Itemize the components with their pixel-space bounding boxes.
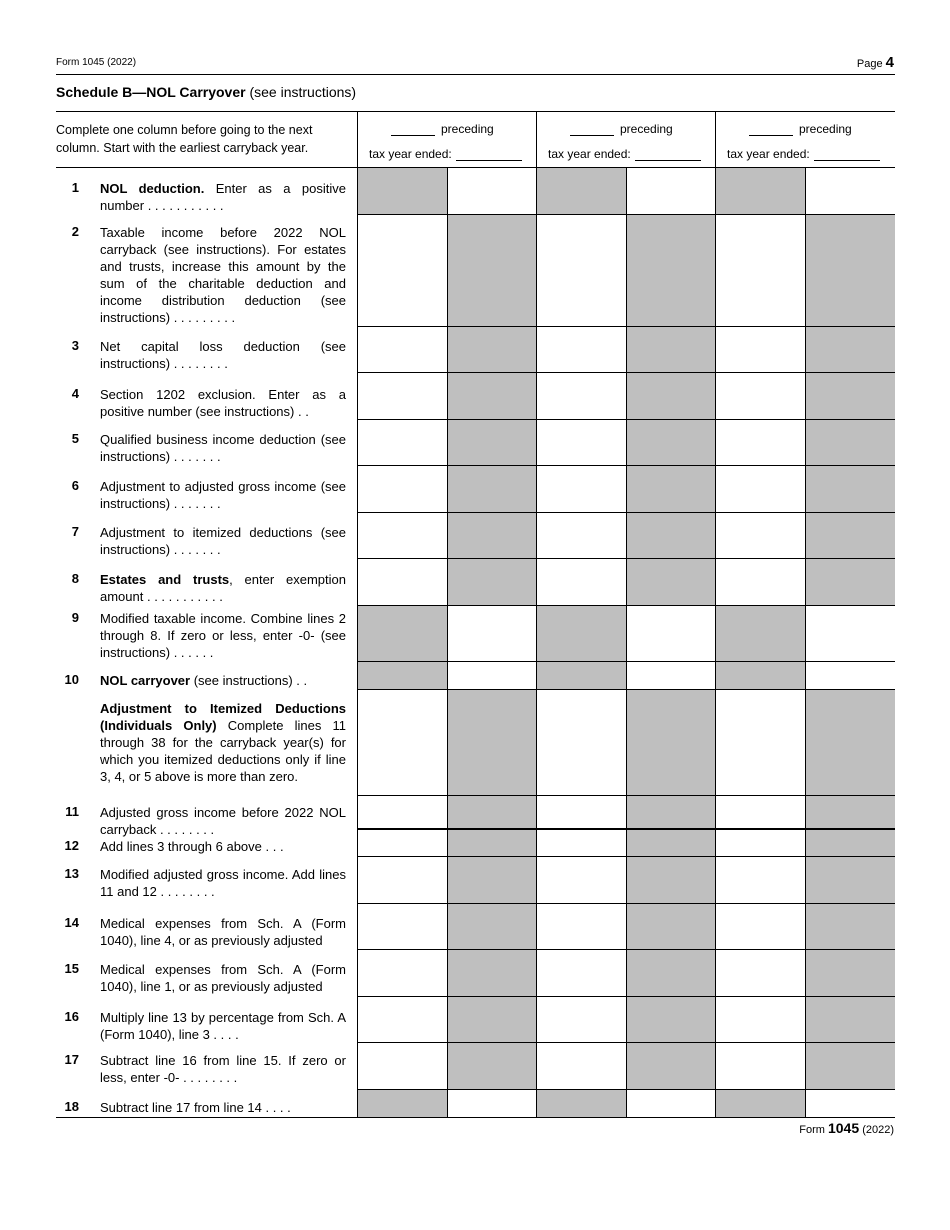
- line-number: 11: [65, 804, 79, 819]
- shaded-cell: [627, 829, 716, 857]
- header-rule: [56, 74, 895, 75]
- entry-cell[interactable]: [806, 168, 895, 215]
- entry-cell[interactable]: [716, 1043, 806, 1090]
- entry-cell[interactable]: [537, 857, 627, 904]
- shaded-cell: [716, 606, 806, 662]
- line-number: 2: [71, 224, 79, 239]
- line-description-text: Multiply line 13 by percentage from Sch. A (Form 1040), line 3 . . . .: [100, 1010, 346, 1042]
- line-description-bold: NOL deduction.: [100, 181, 205, 196]
- entry-cell[interactable]: [716, 327, 806, 373]
- line-description-text: Adjusted gross income before 2022 NOL carryback . . . . . . . .: [100, 805, 346, 837]
- entry-cell[interactable]: [716, 997, 806, 1043]
- entry-cell[interactable]: [358, 420, 448, 466]
- line-number: 8: [71, 571, 79, 586]
- footer-form-number: 1045: [827, 1120, 860, 1136]
- line-description: [100, 431, 346, 465]
- entry-cell[interactable]: [627, 606, 716, 662]
- preceding-label: preceding: [620, 122, 673, 136]
- shaded-cell: [537, 662, 627, 690]
- line-number: 12: [64, 838, 79, 853]
- shaded-cell: [448, 1043, 537, 1090]
- shaded-cell: [716, 168, 806, 215]
- entry-cell[interactable]: [716, 829, 806, 857]
- entry-cell[interactable]: [806, 606, 895, 662]
- shaded-cell: [627, 466, 716, 513]
- shaded-cell: [627, 420, 716, 466]
- shaded-cell: [448, 796, 537, 829]
- entry-cell[interactable]: [716, 466, 806, 513]
- line-description: [100, 610, 346, 661]
- shaded-cell: [627, 513, 716, 559]
- shaded-cell: [627, 857, 716, 904]
- page-label: Page: [856, 58, 883, 70]
- entry-cell[interactable]: [716, 950, 806, 997]
- shaded-cell: [806, 796, 895, 829]
- tax-year-ended-field-3[interactable]: [814, 160, 880, 161]
- preceding-label: preceding: [799, 122, 852, 136]
- entry-cell[interactable]: [358, 829, 448, 857]
- form-reference: Form 1045 (2022): [56, 57, 137, 68]
- shaded-cell: [806, 327, 895, 373]
- column-separator: [715, 112, 716, 1118]
- entry-cell[interactable]: [716, 690, 806, 796]
- column-separator: [626, 168, 627, 1118]
- entry-cell[interactable]: [716, 215, 806, 327]
- line-description-text: Add lines 3 through 6 above . . .: [100, 839, 284, 854]
- line-description: [100, 224, 346, 326]
- line-number: 16: [64, 1009, 79, 1024]
- shaded-cell: [627, 215, 716, 327]
- line-description: [100, 524, 346, 558]
- line-description-text: (see instructions) . .: [190, 673, 308, 688]
- shaded-cell: [448, 513, 537, 559]
- line-description-text: Net capital loss deduction (see instructions) . . . . . . . .: [100, 339, 346, 371]
- line-number: 17: [64, 1052, 79, 1067]
- line-description-text: Taxable income before 2022 NOL carryback (see instructions). For estates and trusts, increase this amount by the sum of the charitable deduction and income distribution deduction (see instructions) . . . . . . . . .: [100, 225, 346, 325]
- entry-cell[interactable]: [358, 1043, 448, 1090]
- shaded-cell: [627, 559, 716, 606]
- entry-cell[interactable]: [358, 690, 448, 796]
- entry-cell[interactable]: [537, 559, 627, 606]
- entry-cell[interactable]: [537, 373, 627, 420]
- schedule-title-bold: Schedule B—NOL Carryover: [56, 84, 246, 100]
- line-number: 10: [64, 672, 79, 687]
- line-number: 4: [71, 386, 79, 401]
- shaded-cell: [448, 559, 537, 606]
- entry-cell[interactable]: [537, 466, 627, 513]
- line-number: 14: [64, 915, 79, 930]
- shaded-cell: [448, 373, 537, 420]
- tax-year-ended-field-1[interactable]: [456, 160, 522, 161]
- shaded-cell: [358, 606, 448, 662]
- tax-year-ended-label: tax year ended:: [548, 147, 631, 161]
- entry-cell[interactable]: [537, 215, 627, 327]
- page-number-value: 4: [885, 54, 894, 71]
- entry-cell[interactable]: [358, 904, 448, 950]
- shaded-cell: [806, 1043, 895, 1090]
- entry-cell[interactable]: [716, 373, 806, 420]
- entry-cell[interactable]: [537, 513, 627, 559]
- entry-cell[interactable]: [358, 466, 448, 513]
- line-description: [100, 478, 346, 512]
- entry-cell[interactable]: [358, 327, 448, 373]
- line-description-bold: Estates and trusts: [100, 572, 230, 587]
- line-description: [100, 571, 346, 605]
- shaded-cell: [358, 662, 448, 690]
- schedule-intro: Complete one column before going to the next column. Start with the earliest carryback year.: [56, 123, 313, 155]
- line-description: [100, 1009, 346, 1043]
- shaded-cell: [627, 690, 716, 796]
- tax-year-ended-field-2[interactable]: [635, 160, 701, 161]
- entry-cell[interactable]: [537, 997, 627, 1043]
- entry-cell[interactable]: [537, 420, 627, 466]
- line-description: [100, 866, 346, 900]
- entry-cell[interactable]: [358, 796, 448, 829]
- entry-cell[interactable]: [716, 559, 806, 606]
- line-description: [100, 1052, 346, 1086]
- shaded-cell: [716, 1090, 806, 1117]
- entry-cell[interactable]: [627, 662, 716, 690]
- schedule-title-rest: (see instructions): [249, 84, 357, 100]
- line-number: 18: [64, 1099, 79, 1114]
- line-description: [100, 1099, 346, 1116]
- entry-cell[interactable]: [358, 857, 448, 904]
- entry-cell[interactable]: [806, 662, 895, 690]
- entry-cell[interactable]: [358, 373, 448, 420]
- line-description-text: Enter as a positive number . . . . . . . . . . .: [100, 181, 346, 213]
- shaded-cell: [627, 904, 716, 950]
- footer-year: (2022): [862, 1124, 894, 1136]
- line-description: [100, 386, 346, 420]
- entry-cell[interactable]: [537, 904, 627, 950]
- shaded-cell: [627, 373, 716, 420]
- shaded-cell: [627, 1043, 716, 1090]
- line-number: 3: [71, 338, 79, 353]
- shaded-cell: [448, 829, 537, 857]
- entry-cell[interactable]: [537, 950, 627, 997]
- year-count-field-3[interactable]: [749, 135, 793, 136]
- shaded-cell: [448, 997, 537, 1043]
- shaded-cell: [806, 373, 895, 420]
- shaded-cell: [806, 466, 895, 513]
- entry-cell[interactable]: [716, 904, 806, 950]
- year-count-field-2[interactable]: [570, 135, 614, 136]
- line-number: 9: [71, 610, 79, 625]
- entry-cell[interactable]: [537, 690, 627, 796]
- entry-cell[interactable]: [627, 168, 716, 215]
- line-description: [100, 915, 346, 949]
- shaded-cell: [806, 904, 895, 950]
- entry-cell[interactable]: [716, 796, 806, 829]
- shaded-cell: [806, 215, 895, 327]
- column-separator: [447, 168, 448, 1118]
- page-number: [857, 54, 894, 71]
- shaded-cell: [448, 215, 537, 327]
- shaded-cell: [806, 829, 895, 857]
- shaded-cell: [358, 168, 448, 215]
- shaded-cell: [448, 690, 537, 796]
- line-description-text: Medical expenses from Sch. A (Form 1040), line 4, or as previously adjusted: [100, 916, 346, 948]
- line-number: 13: [64, 866, 79, 881]
- entry-cell[interactable]: [537, 796, 627, 829]
- shaded-cell: [627, 950, 716, 997]
- entry-cell[interactable]: [716, 420, 806, 466]
- shaded-cell: [806, 857, 895, 904]
- entry-cell[interactable]: [627, 1090, 716, 1117]
- line-description-text: , enter exemption amount . . . . . . . . . . .: [100, 572, 346, 604]
- line-description-text: Adjustment to itemized deductions (see instructions) . . . . . . .: [100, 525, 346, 557]
- shaded-cell: [448, 857, 537, 904]
- line-description: [100, 838, 346, 855]
- entry-cell[interactable]: [537, 327, 627, 373]
- shaded-cell: [627, 327, 716, 373]
- column-separator: [805, 168, 806, 1118]
- entry-cell[interactable]: [448, 606, 537, 662]
- line-description: [100, 961, 346, 995]
- line-number: 15: [64, 961, 79, 976]
- column-header-1: [358, 112, 536, 167]
- entry-cell[interactable]: [358, 950, 448, 997]
- line-number: 1: [71, 180, 79, 195]
- column-separator: [536, 112, 537, 1118]
- shaded-cell: [627, 796, 716, 829]
- line-number: 7: [71, 524, 79, 539]
- shaded-cell: [627, 997, 716, 1043]
- entry-cell[interactable]: [358, 513, 448, 559]
- shaded-cell: [448, 420, 537, 466]
- shaded-cell: [537, 168, 627, 215]
- line-description-text: Qualified business income deduction (see instructions) . . . . . . .: [100, 432, 346, 464]
- shaded-cell: [806, 420, 895, 466]
- line-description: [100, 700, 346, 785]
- schedule-title: [56, 84, 356, 100]
- line-description-bold: Adjustment to Itemized Deductions (Individuals Only): [100, 701, 346, 733]
- line-description-text: Section 1202 exclusion. Enter as a positive number (see instructions) . .: [100, 387, 346, 419]
- shaded-cell: [716, 662, 806, 690]
- entry-cell[interactable]: [537, 1043, 627, 1090]
- column-separator: [357, 112, 358, 1118]
- line-description-text: Subtract line 17 from line 14 . . . .: [100, 1100, 291, 1115]
- line-description-text: Modified taxable income. Combine lines 2 through 8. If zero or less, enter -0- (see instructions) . . . . . .: [100, 611, 346, 660]
- tax-year-ended-label: tax year ended:: [369, 147, 452, 161]
- entry-cell[interactable]: [448, 662, 537, 690]
- line-description-text: Medical expenses from Sch. A (Form 1040), line 1, or as previously adjusted: [100, 962, 346, 994]
- shaded-cell: [806, 559, 895, 606]
- entry-cell[interactable]: [806, 1090, 895, 1117]
- entry-cell[interactable]: [448, 1090, 537, 1117]
- entry-cell[interactable]: [448, 168, 537, 215]
- entry-cell[interactable]: [716, 857, 806, 904]
- tax-year-ended-label: tax year ended:: [727, 147, 810, 161]
- shaded-cell: [448, 950, 537, 997]
- shaded-cell: [806, 513, 895, 559]
- entry-cell[interactable]: [358, 559, 448, 606]
- line-description-bold: NOL carryover: [100, 673, 191, 688]
- entry-cell[interactable]: [716, 513, 806, 559]
- line-description-text: Modified adjusted gross income. Add lines 11 and 12 . . . . . . . .: [100, 867, 346, 899]
- line-description: [100, 180, 346, 214]
- preceding-label: preceding: [441, 122, 494, 136]
- line-description-text: Adjustment to adjusted gross income (see instructions) . . . . . . .: [100, 479, 346, 511]
- shaded-cell: [806, 690, 895, 796]
- line-description: [100, 338, 346, 372]
- shaded-cell: [537, 1090, 627, 1117]
- line-number: 6: [71, 478, 79, 493]
- shaded-cell: [448, 466, 537, 513]
- year-count-field-1[interactable]: [391, 135, 435, 136]
- column-header-3: [716, 112, 894, 167]
- entry-cell[interactable]: [358, 215, 448, 327]
- entry-cell[interactable]: [537, 829, 627, 857]
- line-number: 5: [71, 431, 79, 446]
- shaded-cell: [448, 327, 537, 373]
- shaded-cell: [448, 904, 537, 950]
- footer-form-word: Form: [799, 1124, 825, 1136]
- shaded-cell: [358, 1090, 448, 1117]
- line-description: [100, 672, 346, 689]
- shaded-cell: [806, 997, 895, 1043]
- shaded-cell: [806, 950, 895, 997]
- column-header-2: [537, 112, 715, 167]
- entry-cell[interactable]: [358, 997, 448, 1043]
- form-footer: [799, 1120, 894, 1136]
- table-bottom-rule: [56, 1117, 895, 1118]
- line-description-text: Complete lines 11 through 38 for the carryback year(s) for which you itemized deductions only if line 3, 4, or 5 above is more than zero.: [100, 718, 346, 784]
- line-description-text: Subtract line 16 from line 15. If zero or less, enter -0- . . . . . . . .: [100, 1053, 346, 1085]
- shaded-cell: [537, 606, 627, 662]
